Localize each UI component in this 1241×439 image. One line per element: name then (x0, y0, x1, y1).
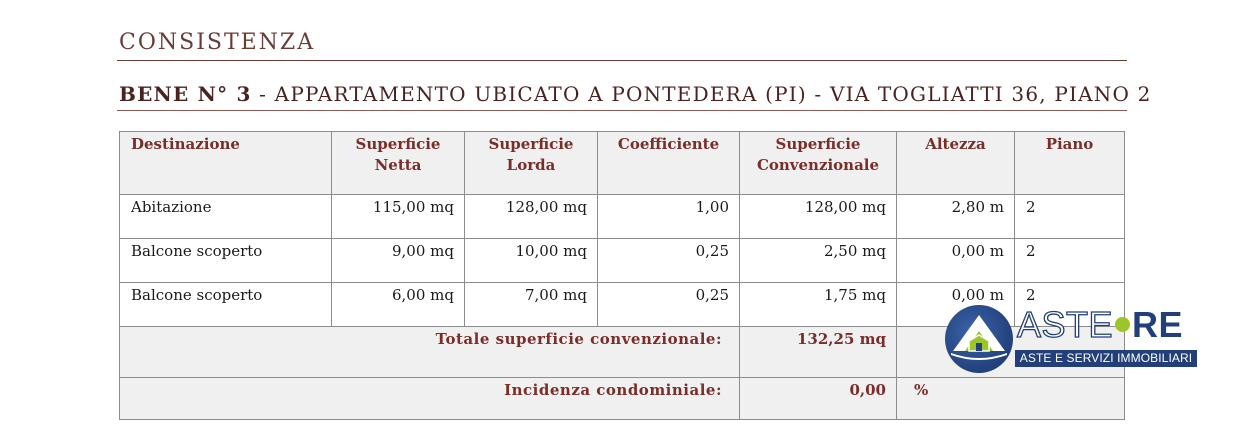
header-superficie-netta: Superficie Netta (332, 132, 465, 195)
logo-dot-icon (1115, 317, 1130, 332)
title-divider (117, 60, 1127, 61)
heading-divider (117, 110, 1127, 111)
cell-piano: 2 (1015, 195, 1125, 239)
property-heading (119, 82, 1152, 106)
header-superficie-lorda: Superficie Lorda (465, 132, 598, 195)
cell-superficie-lorda: 10,00 mq (465, 239, 598, 283)
cell-piano: 2 (1015, 239, 1125, 283)
astere-logo (945, 305, 1200, 373)
cell-superficie-netta: 9,00 mq (332, 239, 465, 283)
logo-re: RE (1132, 304, 1184, 345)
cell-superficie-convenzionale: 128,00 mq (740, 195, 897, 239)
header-piano: Piano (1015, 132, 1125, 195)
section-title: CONSISTENZA (119, 30, 316, 55)
logo-emblem (945, 305, 1013, 373)
header-superficie-convenzionale: Superficie Convenzionale (740, 132, 897, 195)
property-description: - APPARTAMENTO UBICATO A PONTEDERA (PI) - VIA TOGLIATTI 36, PIANO 2 (251, 82, 1152, 106)
cell-coefficiente: 0,25 (598, 283, 740, 327)
cell-altezza: 2,80 m (897, 195, 1015, 239)
incidence-unit: % (897, 378, 1125, 420)
table-row (120, 239, 1125, 283)
cell-destinazione: Abitazione (120, 195, 332, 239)
header-altezza: Altezza (897, 132, 1015, 195)
table-header-row (120, 132, 1125, 195)
header-coefficiente: Coefficiente (598, 132, 740, 195)
cell-piano: 2 (1015, 283, 1125, 327)
header-destinazione: Destinazione (120, 132, 332, 195)
logo-tagline: ASTE E SERVIZI IMMOBILIARI (1015, 350, 1197, 367)
cell-superficie-convenzionale: 1,75 mq (740, 283, 897, 327)
cell-coefficiente: 1,00 (598, 195, 740, 239)
incidence-label: Incidenza condominiale: (120, 378, 740, 420)
cell-superficie-lorda: 128,00 mq (465, 195, 598, 239)
table-row (120, 195, 1125, 239)
cell-coefficiente: 0,25 (598, 239, 740, 283)
cell-superficie-lorda: 7,00 mq (465, 283, 598, 327)
logo-wordmark (1017, 304, 1184, 345)
house-icon (945, 305, 1013, 373)
cell-altezza: 0,00 m (897, 239, 1015, 283)
consistency-table (119, 131, 1125, 420)
logo-aste: ASTE (1017, 304, 1114, 345)
cell-superficie-convenzionale: 2,50 mq (740, 239, 897, 283)
cell-destinazione: Balcone scoperto (120, 239, 332, 283)
incidence-value: 0,00 (740, 378, 897, 420)
cell-superficie-netta: 115,00 mq (332, 195, 465, 239)
total-value: 132,25 mq (740, 327, 897, 378)
cell-superficie-netta: 6,00 mq (332, 283, 465, 327)
cell-altezza: 0,00 m (897, 283, 1015, 327)
cell-destinazione: Balcone scoperto (120, 283, 332, 327)
total-label: Totale superficie convenzionale: (120, 327, 740, 378)
incidence-row (120, 378, 1125, 420)
property-number: BENE N° 3 (119, 82, 252, 106)
